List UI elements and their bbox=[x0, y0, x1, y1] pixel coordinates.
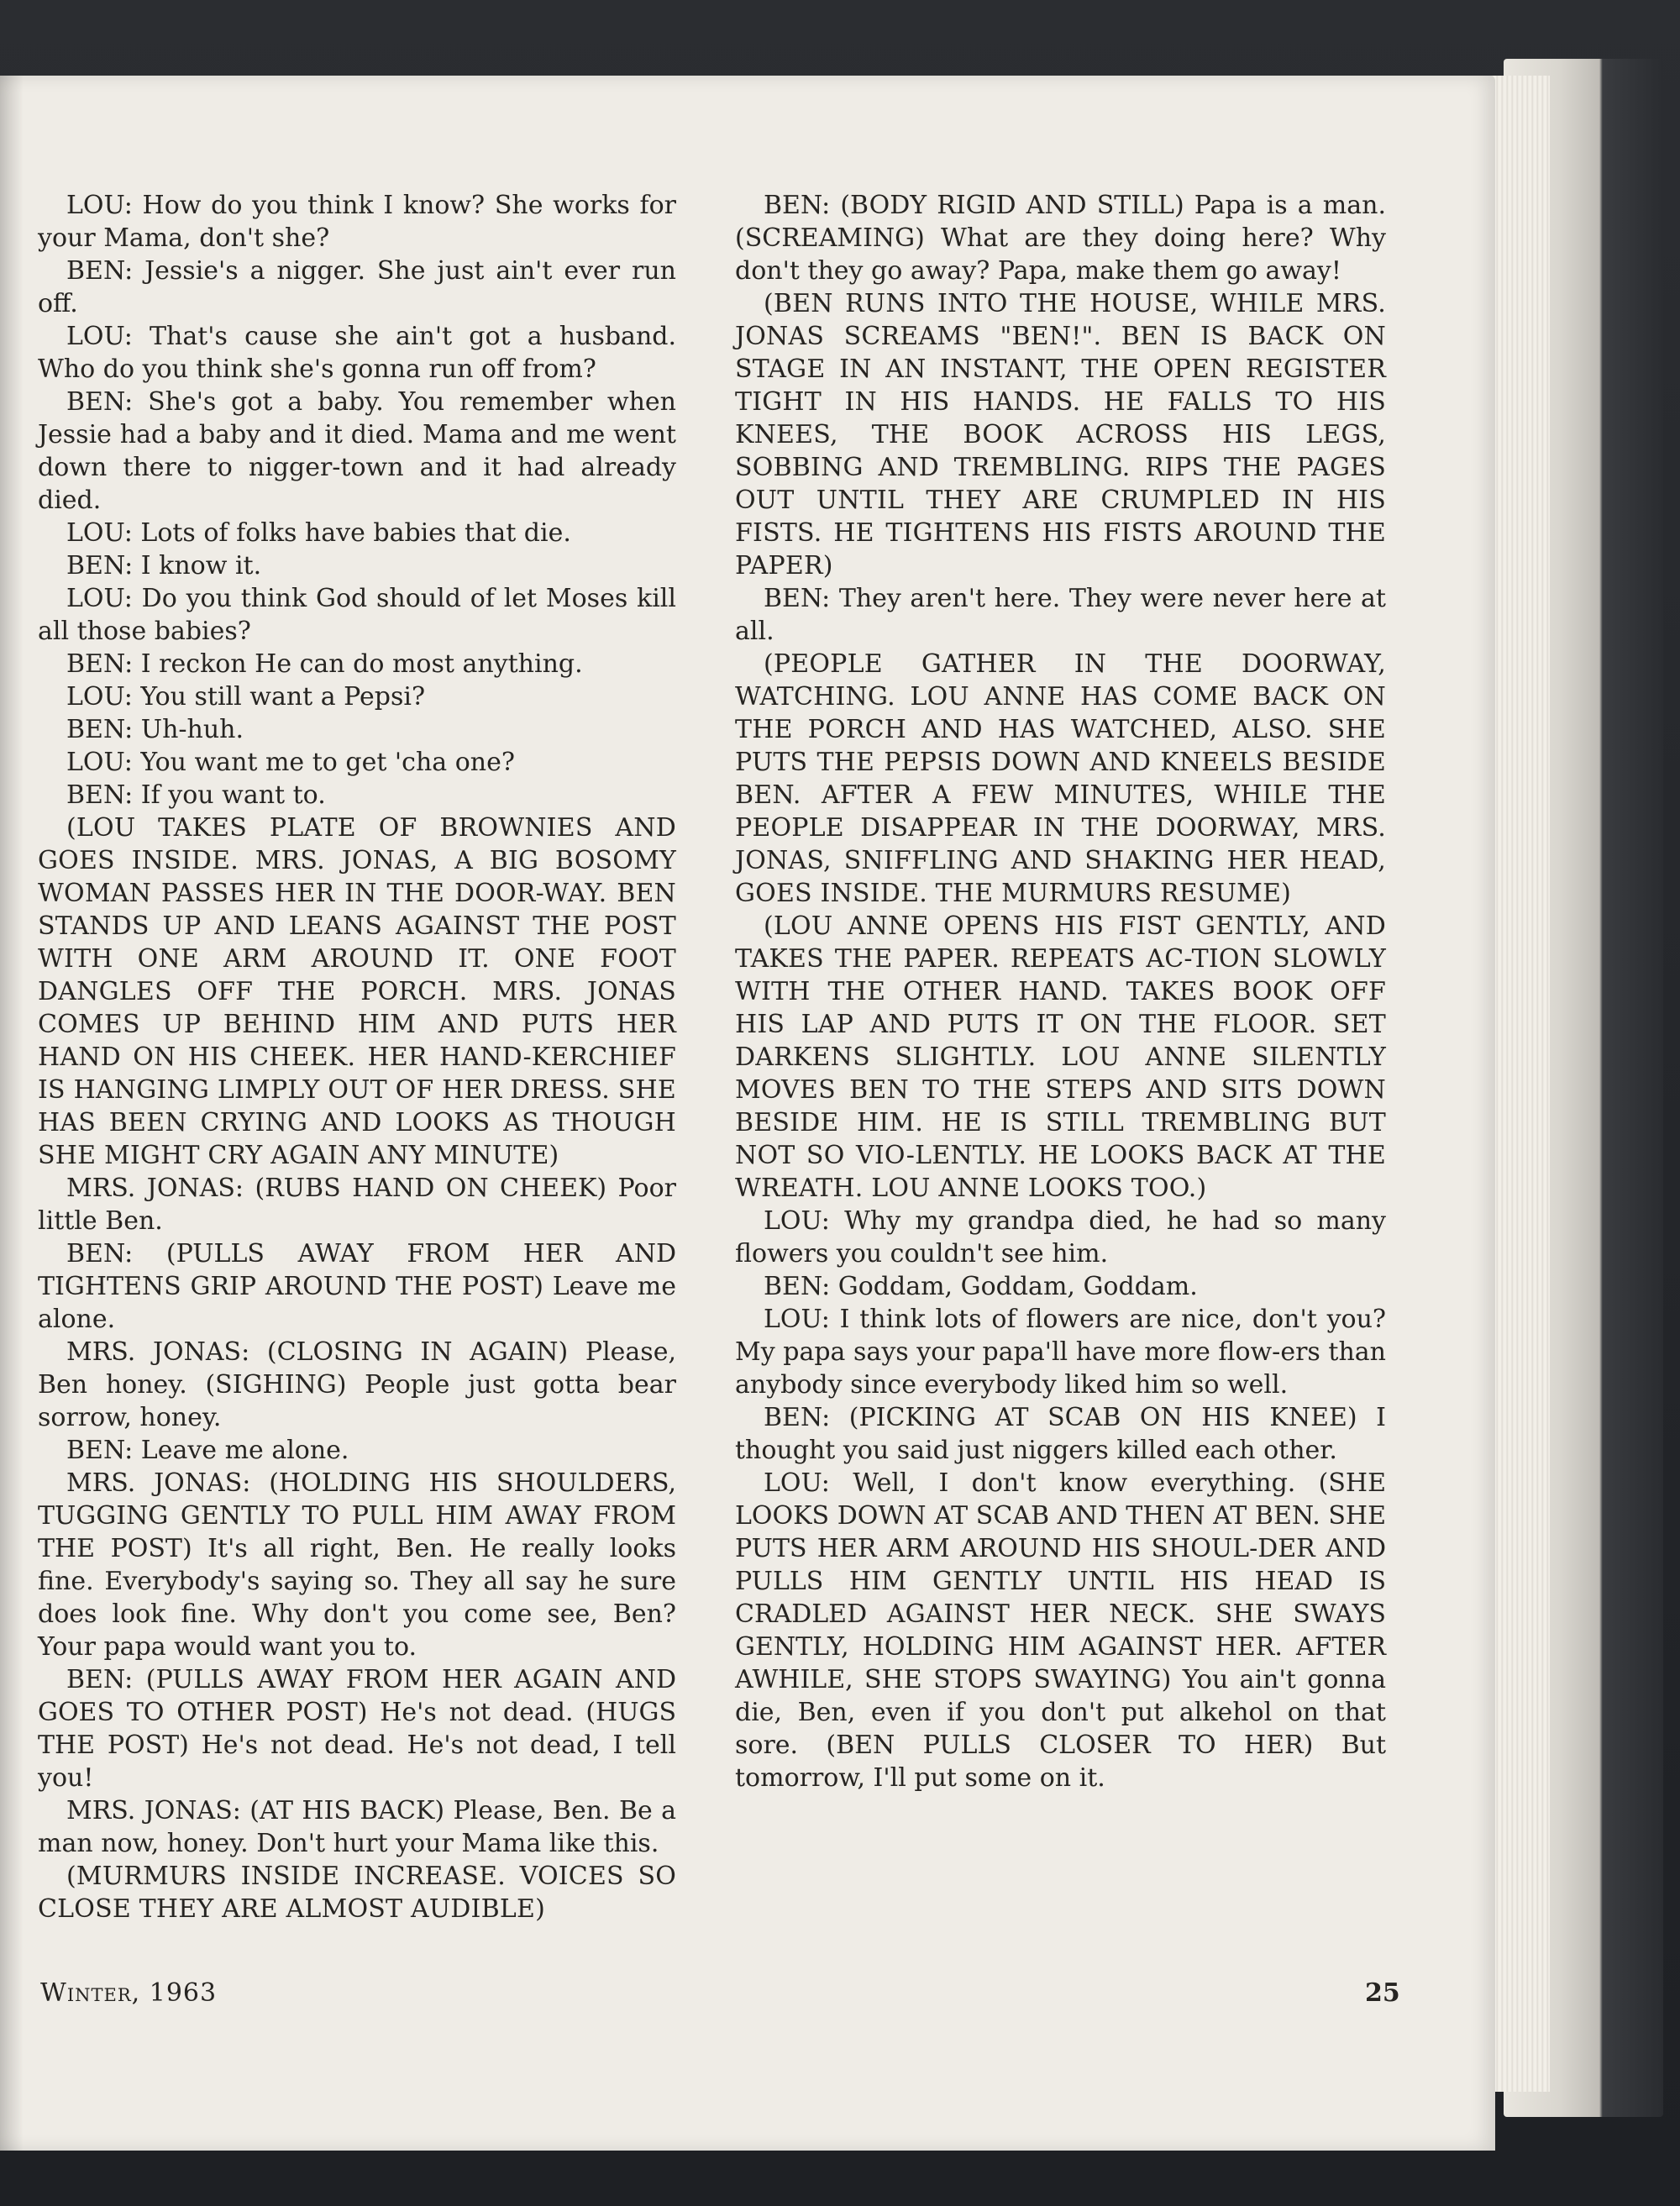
dialogue-line bbox=[38, 1336, 676, 1434]
left-column bbox=[38, 189, 676, 1925]
page-number: 25 bbox=[1365, 1978, 1400, 2008]
book-page bbox=[0, 76, 1495, 2151]
line-text: (AT HIS BACK) Please, Ben. Be a man now, honey. Don't hurt your Mama like this. bbox=[38, 1796, 676, 1858]
line-text: (BODY RIGID AND STILL) Papa is a man. (SCREAMING) What are they doing here? Why don't they go away? Papa, make them go away! bbox=[735, 191, 1386, 286]
dialogue-line bbox=[38, 386, 676, 517]
speaker-name: MRS. JONAS: bbox=[66, 1468, 251, 1498]
footer-issue-date: Winter, 1963 bbox=[40, 1978, 218, 2008]
dialogue-line bbox=[38, 189, 676, 255]
gutter-shadow bbox=[0, 76, 24, 2151]
dialogue-line bbox=[735, 1303, 1386, 1401]
line-text: You still want a Pepsi? bbox=[140, 682, 426, 712]
dialogue-line bbox=[38, 320, 676, 386]
dialogue-line bbox=[38, 1434, 676, 1467]
speaker-name: BEN: bbox=[764, 191, 831, 220]
line-text: They aren't here. They were never here at all. bbox=[735, 584, 1386, 646]
dialogue-line bbox=[38, 1663, 676, 1794]
speaker-name: BEN: bbox=[66, 649, 134, 679]
dialogue-line bbox=[38, 255, 676, 320]
speaker-name: MRS. JONAS: bbox=[66, 1796, 241, 1825]
dialogue-line bbox=[38, 648, 676, 680]
dialogue-line bbox=[735, 1205, 1386, 1270]
line-text: (RUBS HAND ON CHEEK) Poor little Ben. bbox=[38, 1174, 676, 1236]
line-text: (PEOPLE GATHER IN THE DOORWAY, WATCHING. LOU ANNE HAS COME BACK ON THE PORCH AND HAS WATCHED, ALSO. SHE PUTS THE PEPSIS DOWN AND KNEELS BESIDE BEN. AFTER A FEW MINUTES, WHILE THE PEOPLE DISAPPEAR IN THE DOORWAY, MRS. JONAS, SNIFFLING AND SHAKING HER HEAD, GOES INSIDE. THE MURMURS RESUME) bbox=[735, 649, 1386, 908]
dialogue-line bbox=[38, 779, 676, 811]
line-text: I know it. bbox=[140, 551, 262, 580]
speaker-name: MRS. JONAS: bbox=[66, 1337, 250, 1367]
dialogue-line bbox=[38, 517, 676, 549]
dialogue-line bbox=[735, 189, 1386, 287]
stage-direction bbox=[38, 811, 676, 1172]
dialogue-line bbox=[735, 1401, 1386, 1467]
dialogue-line bbox=[38, 680, 676, 713]
dialogue-line bbox=[38, 549, 676, 582]
line-text: How do you think I know? She works for your Mama, don't she? bbox=[38, 191, 676, 253]
line-text: Jessie's a nigger. She just ain't ever run off. bbox=[38, 256, 676, 318]
speaker-name: BEN: bbox=[764, 1403, 831, 1432]
dialogue-line bbox=[38, 1794, 676, 1860]
speaker-name: MRS. JONAS: bbox=[66, 1174, 244, 1203]
dialogue-line bbox=[38, 582, 676, 648]
speaker-name: LOU: bbox=[764, 1206, 830, 1236]
dialogue-line bbox=[38, 713, 676, 746]
right-column bbox=[735, 189, 1386, 1794]
dialogue-line bbox=[38, 1467, 676, 1663]
dialogue-line bbox=[38, 1172, 676, 1237]
stage-direction bbox=[38, 1860, 676, 1925]
line-text: I think lots of flowers are nice, don't you? My papa says your papa'll have more flow-ers than anybody since everybody liked him so well. bbox=[735, 1305, 1386, 1400]
speaker-name: BEN: bbox=[66, 780, 134, 810]
speaker-name: BEN: bbox=[66, 387, 134, 417]
line-text: (HOLDING HIS SHOULDERS, TUGGING GENTLY TO PULL HIM AWAY FROM THE POST) It's all right, Ben. He really looks fine. Everybody's saying so. They all say he sure does look fine. Why don't you come see, Ben? Your papa would want you to. bbox=[38, 1468, 676, 1662]
line-text: Do you think God should of let Moses kill all those babies? bbox=[38, 584, 676, 646]
line-text: (LOU ANNE OPENS HIS FIST GENTLY, AND TAKES THE PAPER. REPEATS AC-TION SLOWLY WITH THE OTHER HAND. TAKES BOOK OFF HIS LAP AND PUTS IT ON THE FLOOR. SET DARKENS SLIGHTLY. LOU ANNE SILENTLY MOVES BEN TO THE STEPS AND SITS DOWN BESIDE HIM. HE IS STILL TREMBLING BUT NOT SO VIO-LENTLY. HE LOOKS BACK AT THE WREATH. LOU ANNE LOOKS TOO.) bbox=[735, 911, 1386, 1203]
speaker-name: BEN: bbox=[66, 1665, 134, 1694]
speaker-name: LOU: bbox=[66, 748, 133, 777]
line-text: (PULLS AWAY FROM HER AGAIN AND GOES TO OTHER POST) He's not dead. (HUGS THE POST) He's not dead. He's not dead, I tell you! bbox=[38, 1665, 676, 1793]
speaker-name: BEN: bbox=[764, 1272, 831, 1301]
line-text: (PICKING AT SCAB ON HIS KNEE) I thought you said just niggers killed each other. bbox=[735, 1403, 1386, 1465]
line-text: Lots of folks have babies that die. bbox=[140, 518, 571, 548]
speaker-name: BEN: bbox=[66, 551, 134, 580]
line-text: (CLOSING IN AGAIN) Please, Ben honey. (SIGHING) People just gotta bear sorrow, honey. bbox=[38, 1337, 676, 1432]
speaker-name: BEN: bbox=[66, 256, 134, 286]
speaker-name: LOU: bbox=[66, 584, 133, 613]
line-text: She's got a baby. You remember when Jessie had a baby and it died. Mama and me went down there to nigger-town and it had already died. bbox=[38, 387, 676, 515]
speaker-name: BEN: bbox=[66, 1239, 134, 1268]
dialogue-line bbox=[735, 1467, 1386, 1794]
speaker-name: LOU: bbox=[764, 1305, 830, 1334]
line-text: That's cause she ain't got a husband. Who do you think she's gonna run off from? bbox=[38, 322, 677, 384]
dialogue-line bbox=[735, 1270, 1386, 1303]
dialogue-line bbox=[735, 582, 1386, 648]
line-text: Well, I don't know everything. (SHE LOOKS DOWN AT SCAB AND THEN AT BEN. SHE PUTS HER ARM AROUND HIS SHOUL-DER AND PULLS HIM GENTLY UNTIL HIS HEAD IS CRADLED AGAINST HER NECK. SHE SWAYS GENTLY, HOLDING HIM AGAINST HER. AFTER AWHILE, SHE STOPS SWAYING) You ain't gonna die, Ben, even if you don't put alkehol on that sore. (BEN PULLS CLOSER TO HER) But tomorrow, I'll put some on it. bbox=[735, 1468, 1386, 1793]
stage-direction bbox=[735, 910, 1386, 1205]
line-text: You want me to get 'cha one? bbox=[140, 748, 515, 777]
speaker-name: BEN: bbox=[66, 1436, 134, 1465]
line-text: (LOU TAKES PLATE OF BROWNIES AND GOES INSIDE. MRS. JONAS, A BIG BOSOMY WOMAN PASSES HER IN THE DOOR-WAY. BEN STANDS UP AND LEANS AGAINST THE POST WITH ONE ARM AROUND IT. ONE FOOT DANGLES OFF THE PORCH. MRS. JONAS COMES UP BEHIND HIM AND PUTS HER HAND ON HIS CHEEK. HER HAND-KERCHIEF IS HANGING LIMPLY OUT OF HER DRESS. SHE HAS BEEN CRYING AND LOOKS AS THOUGH SHE MIGHT CRY AGAIN ANY MINUTE) bbox=[38, 813, 676, 1170]
line-text: I reckon He can do most anything. bbox=[140, 649, 583, 679]
speaker-name: BEN: bbox=[764, 584, 831, 613]
line-text: (PULLS AWAY FROM HER AND TIGHTENS GRIP AROUND THE POST) Leave me alone. bbox=[38, 1239, 676, 1334]
stage-direction bbox=[735, 287, 1386, 582]
speaker-name: LOU: bbox=[764, 1468, 830, 1498]
speaker-name: BEN: bbox=[66, 715, 134, 744]
dialogue-line bbox=[38, 746, 676, 779]
speaker-name: LOU: bbox=[66, 322, 133, 351]
speaker-name: LOU: bbox=[66, 518, 133, 548]
dialogue-line bbox=[38, 1237, 676, 1336]
speaker-name: LOU: bbox=[66, 191, 133, 220]
line-text: Uh-huh. bbox=[140, 715, 244, 744]
line-text: (MURMURS INSIDE INCREASE. VOICES SO CLOSE THEY ARE ALMOST AUDIBLE) bbox=[38, 1862, 676, 1924]
line-text: Why my grandpa died, he had so many flowers you couldn't see him. bbox=[735, 1206, 1387, 1268]
line-text: Goddam, Goddam, Goddam. bbox=[837, 1272, 1198, 1301]
speaker-name: LOU: bbox=[66, 682, 133, 712]
line-text: (BEN RUNS INTO THE HOUSE, WHILE MRS. JONAS SCREAMS "BEN!". BEN IS BACK ON STAGE IN AN INSTANT, THE OPEN REGISTER TIGHT IN HIS HANDS. HE FALLS TO HIS KNEES, THE BOOK ACROSS HIS LEGS, SOBBING AND TREMBLING. RIPS THE PAGES OUT UNTIL THEY ARE CRUMPLED IN HIS FISTS. HE TIGHTENS HIS FISTS AROUND THE PAPER) bbox=[735, 289, 1386, 580]
stage-direction bbox=[735, 648, 1386, 910]
line-text: Leave me alone. bbox=[140, 1436, 349, 1465]
line-text: If you want to. bbox=[140, 780, 326, 810]
